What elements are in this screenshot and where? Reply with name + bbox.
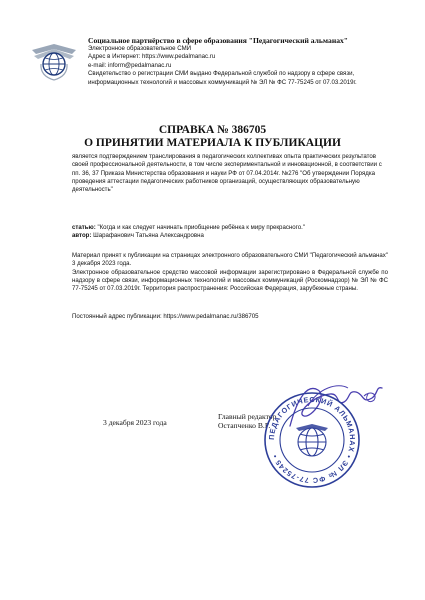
- author-label: автор:: [72, 232, 92, 240]
- publisher-registration-line2: информационных технологий и массовых коммуникаций № ЭЛ № ФС 77-75245 от 07.03.2019г.: [88, 78, 357, 86]
- seal-ring-text: ПЕДАГОГИЧЕСКИЙ АЛЬМАНАХ • ЭЛ № ФС 77-75245 •: [266, 394, 358, 486]
- seal-stamp: [262, 390, 362, 490]
- publisher-header: [88, 36, 388, 87]
- logo-globe: [43, 53, 65, 75]
- author-name: Шарафанович Татьяна Александровна: [93, 232, 204, 240]
- acceptance-text: Материал принят к публикации на страницах электронного образовательного СМИ "Педагогический альманах" 3 декабря 2023 года.: [72, 252, 388, 268]
- article-title: "Когда и как следует начинать приобщение ребёнка к миру прекрасного.": [97, 224, 305, 231]
- article-row: [72, 224, 388, 232]
- publication-details: [72, 224, 388, 241]
- article-label: статью:: [72, 224, 96, 231]
- signer-title: Главный редактор: [218, 412, 277, 421]
- certificate-subject: О ПРИНЯТИИ МАТЕРИАЛА К ПУБЛИКАЦИИ: [84, 137, 341, 149]
- signer-name: Остапченко В.Г.: [218, 421, 271, 430]
- certificate-intro: является подтверждением транслирования в педагогических коллективах опыта практических результатов своей профессиональной деятельности, в том числе экспериментальной и инновационной, в соответствии с пп. 36, 37 Приказа Министерства образования и науки РФ от 07.04.2014г. №276 "Об утверждении Порядка проведения аттестации педагогических работников организаций, осуществляющих образовательную деятельность": [72, 153, 382, 194]
- publisher-type: Электронное образовательное СМИ: [88, 45, 192, 52]
- publisher-website: Адрес в Интернет: https://www.pedalmanac.ru: [88, 53, 216, 61]
- author-row: [72, 232, 388, 240]
- publisher-email: e-mail: inform@pedalmanac.ru: [88, 61, 172, 69]
- issue-date: 3 декабря 2023 года: [103, 418, 167, 427]
- registration-text: Электронное образовательное средство массовой информации зарегистрировано в Федеральной службе по надзору в сфере связи, информационных технологий и массовых коммуникаций (Роскомнадзор) № ЭЛ № ФС 77-75245 от 07.03.2019г. Территория распространения: Российская Федерация, зарубежные страны.: [72, 268, 388, 293]
- logo-globe-icon: [28, 34, 80, 86]
- seal-globe-icon: [298, 428, 326, 456]
- permalink-text: Постоянный адрес публикации: https://www.pedalmanac.ru/386705: [72, 313, 259, 320]
- certificate-body: [72, 252, 388, 293]
- publisher-registration-line1: Свидетельство о регистрации СМИ выдано Федеральной службой по надзору в сфере связи,: [88, 70, 355, 78]
- publisher-title: Социальное партнёрство в сфере образования "Педагогический альманах": [88, 36, 349, 45]
- seal-wings-icon: [296, 424, 328, 431]
- certificate-heading: [0, 124, 425, 150]
- certificate-number: СПРАВКА № 386705: [158, 124, 267, 136]
